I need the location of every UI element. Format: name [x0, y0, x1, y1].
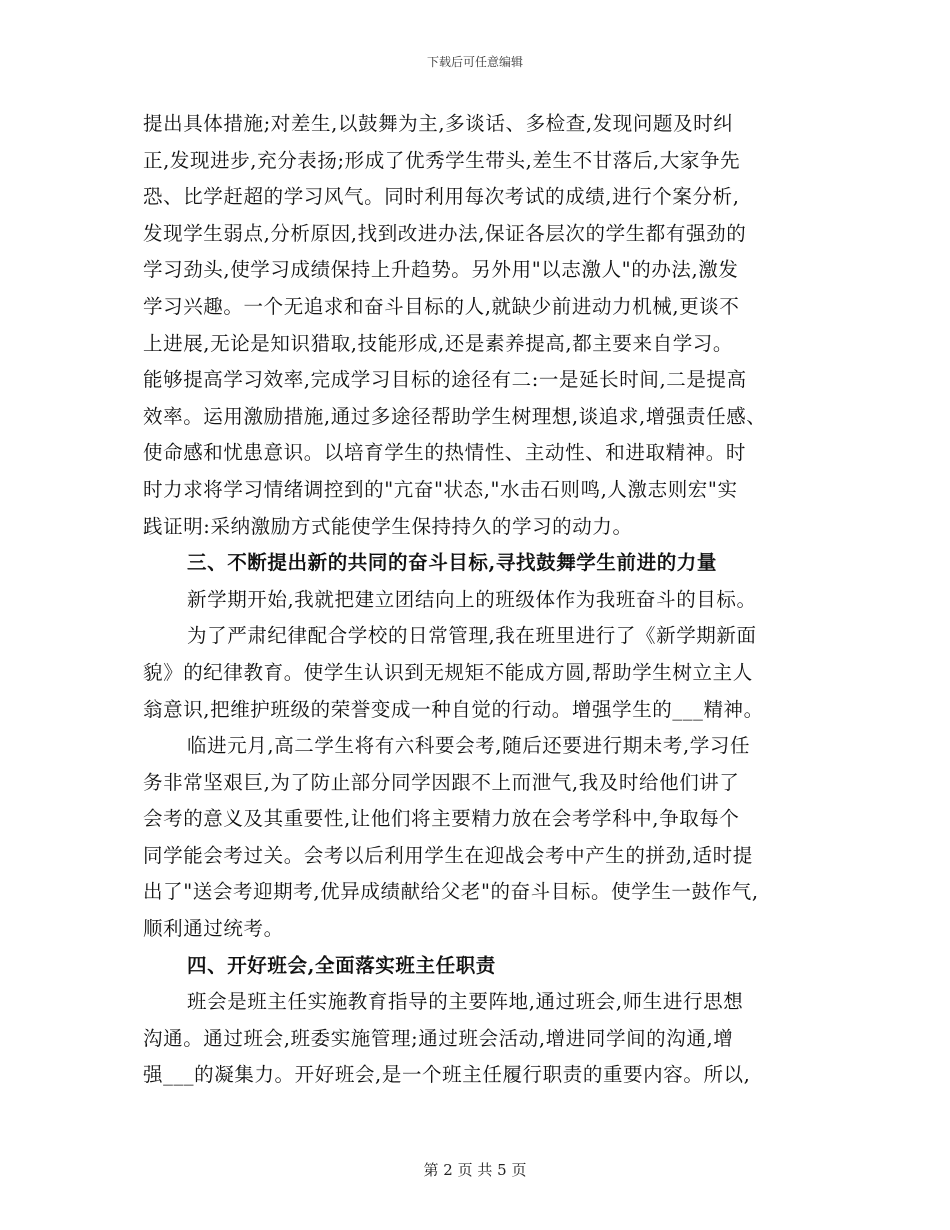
text-line: 恐、比学赶超的学习风气。同时利用每次考试的成绩,进行个案分析, — [143, 185, 740, 209]
text-line: 发现学生弱点,分析原因,找到改进办法,保证各层次的学生都有强劲的 — [143, 221, 747, 245]
text-line: 会考的意义及其重要性,让他们将主要精力放在会考学科中,争取每个 — [143, 807, 740, 831]
section-heading-4: 四、开好班会,全面落实班主任职责 — [187, 953, 496, 977]
text-line: 貌》的纪律教育。使学生认识到无规矩不能成方圆,帮助学生树立主人 — [143, 660, 753, 684]
text-line: 为了严肃纪律配合学校的日常管理,我在班里进行了《新学期新面 — [187, 624, 757, 648]
body-text — [143, 106, 823, 1094]
text-line: 正,发现进步,充分表扬;形成了优秀学生带头,差生不甘落后,大家争先 — [143, 148, 741, 172]
text-line: 提出具体措施;对差生,以鼓舞为主,多谈话、多检查,发现问题及时纠 — [143, 112, 734, 135]
text-line: 同学能会考过关。会考以后利用学生在迎战会考中产生的拼劲,适时提 — [143, 843, 753, 867]
text-line: 学习劲头,使学习成绩保持上升趋势。另外用"以志激人"的办法,激发 — [143, 258, 739, 282]
text-line: 效率。运用激励措施,通过多途径帮助学生树理想,谈追求,增强责任感、 — [143, 404, 767, 428]
text-line: 时力求将学习情绪调控到的"亢奋"状态,"水击石则鸣,人激志则宏"实 — [143, 477, 738, 501]
text-line: 班会是班主任实施教育指导的主要阵地,通过班会,师生进行思想 — [187, 990, 744, 1014]
section-heading-3: 三、不断提出新的共同的奋斗目标,寻找鼓舞学生前进的力量 — [187, 551, 717, 575]
text-line: 强___的凝集力。开好班会,是一个班主任履行职责的重要内容。所以, — [143, 1063, 751, 1087]
text-line: 学习兴趣。一个无追求和奋斗目标的人,就缺少前进动力机械,更谈不 — [143, 294, 740, 318]
page-footer: 第 2 页 共 5 页 — [423, 1161, 527, 1179]
page-header: 下载后可任意编辑 — [426, 55, 523, 69]
text-line: 使命感和忧患意识。以培育学生的热情性、主动性、和进取精神。时 — [143, 441, 747, 465]
text-line: 务非常坚艰巨,为了防止部分同学因跟不上而泄气,我及时给他们讲了 — [143, 770, 740, 794]
text-line: 新学期开始,我就把建立团结向上的班级体作为我班奋斗的目标。 — [187, 587, 757, 611]
text-line: 出了"送会考迎期考,优异成绩献给父老"的奋斗目标。使学生一鼓作气, — [143, 880, 759, 904]
text-line: 践证明:采纳激励方式能使学生保持持久的学习的动力。 — [143, 514, 633, 538]
text-line: 临进元月,高二学生将有六科要会考,随后还要进行期未考,学习任 — [187, 734, 751, 758]
text-line: 翁意识,把维护班级的荣誉变成一种自觉的行动。增强学生的___精神。 — [143, 697, 764, 721]
text-line: 沟通。通过班会,班委实施管理;通过班会活动,增进同学间的沟通,增 — [143, 1026, 734, 1050]
text-line: 上进展,无论是知识猎取,技能形成,还是素养提高,都主要来自学习。 — [143, 331, 733, 355]
text-line: 能够提高学习效率,完成学习目标的途径有二:一是延长时间,二是提高 — [143, 368, 747, 392]
text-line: 顺利通过统考。 — [143, 917, 284, 941]
